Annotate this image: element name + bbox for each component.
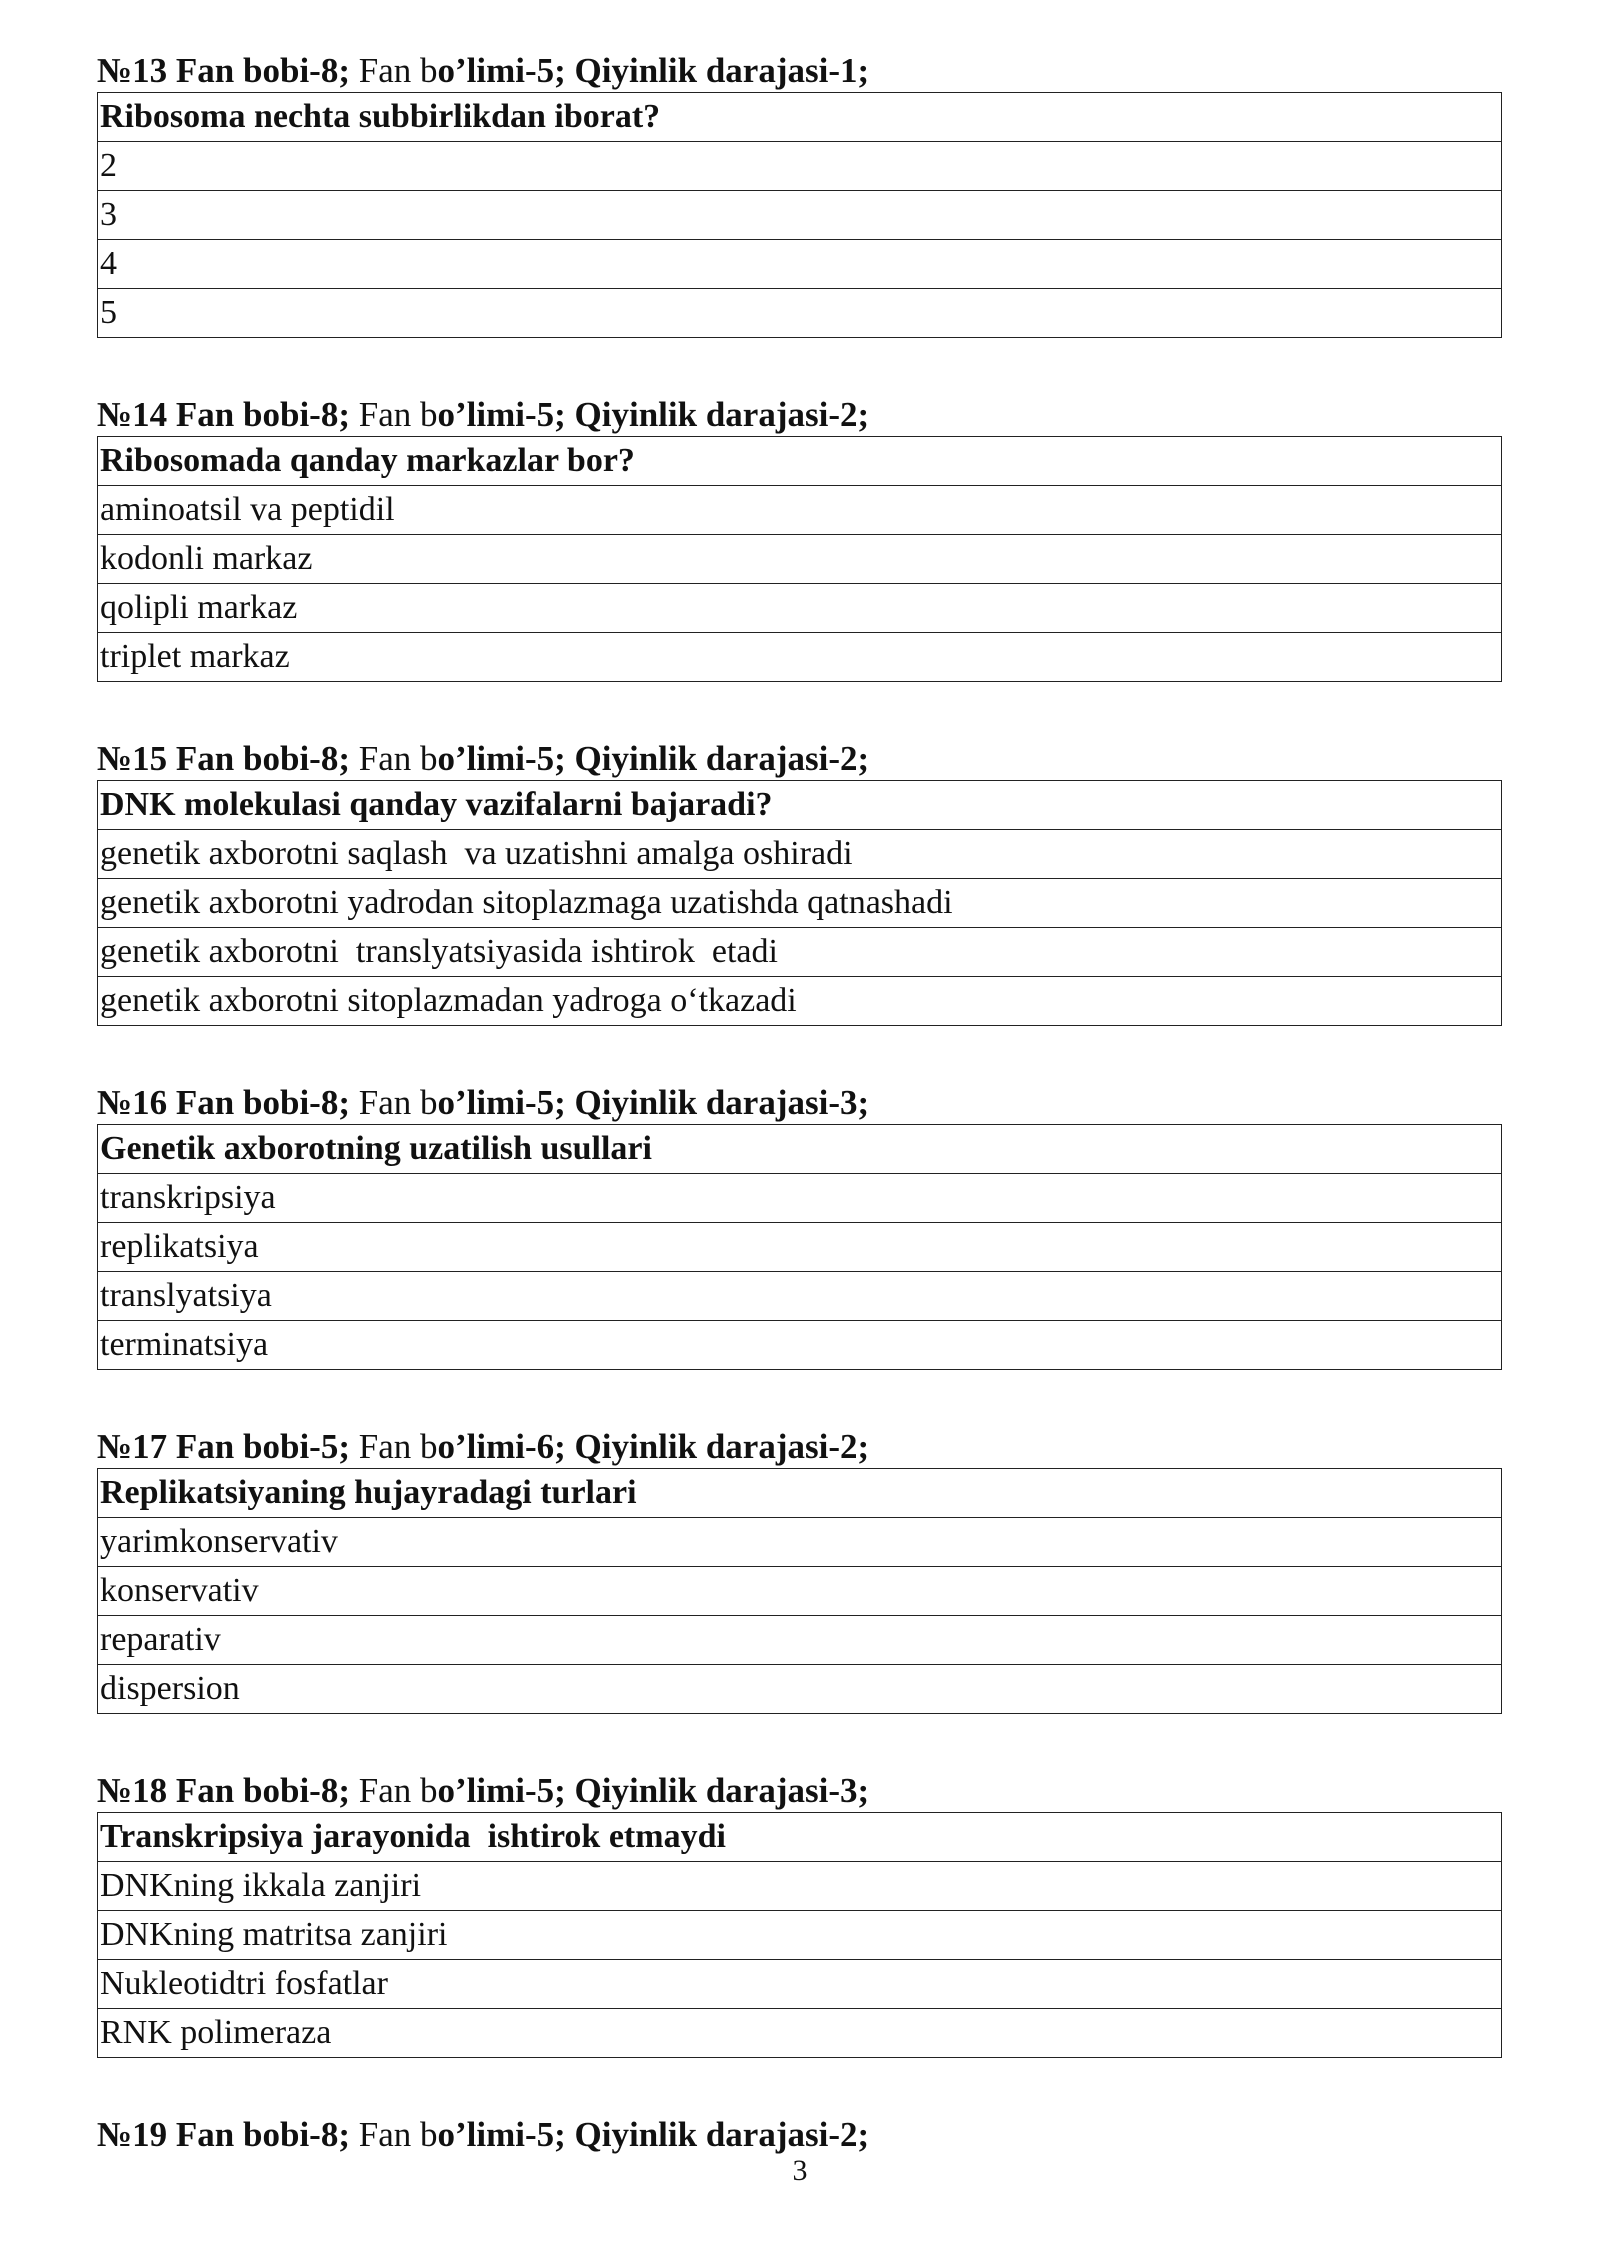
header-section-difficulty: o’limi-5; Qiyinlik darajasi-3; bbox=[437, 1083, 870, 1122]
answer-row bbox=[98, 240, 1502, 289]
header-section-prefix: Fan b bbox=[358, 395, 438, 434]
header-number-chapter: №18 Fan bobi-8; bbox=[97, 1771, 359, 1810]
answer-row bbox=[98, 1223, 1502, 1272]
answer-option: genetik axborotni translyatsiyasida ishtirok etadi bbox=[98, 928, 1502, 977]
question-row bbox=[98, 437, 1502, 486]
question-table bbox=[97, 92, 1502, 338]
question-header bbox=[97, 394, 1502, 436]
answer-option: 4 bbox=[98, 240, 1502, 289]
question-text: Transkripsiya jarayonida ishtirok etmaydi bbox=[98, 1813, 1502, 1862]
header-number-chapter: №15 Fan bobi-8; bbox=[97, 739, 359, 778]
question-table bbox=[97, 1124, 1502, 1370]
question-text: Ribosoma nechta subbirlikdan iborat? bbox=[98, 93, 1502, 142]
answer-option: Nukleotidtri fosfatlar bbox=[98, 1960, 1502, 2009]
answer-option: kodonli markaz bbox=[98, 535, 1502, 584]
question-row bbox=[98, 1469, 1502, 1518]
header-number-chapter: №14 Fan bobi-8; bbox=[97, 395, 359, 434]
question-block-18 bbox=[97, 1770, 1502, 2058]
question-table bbox=[97, 436, 1502, 682]
header-section-prefix: Fan b bbox=[358, 2115, 438, 2154]
answer-option: aminoatsil va peptidil bbox=[98, 486, 1502, 535]
question-row bbox=[98, 1125, 1502, 1174]
answer-row bbox=[98, 928, 1502, 977]
question-row bbox=[98, 1813, 1502, 1862]
answer-option: RNK polimeraza bbox=[98, 2009, 1502, 2058]
answer-row bbox=[98, 191, 1502, 240]
question-header bbox=[97, 1426, 1502, 1468]
question-block-15 bbox=[97, 738, 1502, 1026]
header-section-prefix: Fan b bbox=[358, 1427, 438, 1466]
header-section-difficulty: o’limi-5; Qiyinlik darajasi-2; bbox=[437, 739, 870, 778]
question-block-13 bbox=[97, 50, 1502, 338]
answer-row bbox=[98, 1960, 1502, 2009]
header-section-prefix: Fan b bbox=[358, 51, 438, 90]
answer-row bbox=[98, 535, 1502, 584]
header-section-difficulty: o’limi-5; Qiyinlik darajasi-2; bbox=[437, 395, 870, 434]
answer-row bbox=[98, 1174, 1502, 1223]
header-section-difficulty: o’limi-5; Qiyinlik darajasi-3; bbox=[437, 1771, 870, 1810]
question-header bbox=[97, 738, 1502, 780]
question-header bbox=[97, 50, 1502, 92]
answer-row bbox=[98, 1862, 1502, 1911]
answer-row bbox=[98, 142, 1502, 191]
answer-option: genetik axborotni yadrodan sitoplazmaga uzatishda qatnashadi bbox=[98, 879, 1502, 928]
question-table bbox=[97, 780, 1502, 1026]
answer-row bbox=[98, 584, 1502, 633]
question-header-19 bbox=[97, 2114, 1502, 2156]
answer-option: konservativ bbox=[98, 1567, 1502, 1616]
answer-row bbox=[98, 289, 1502, 338]
answer-row bbox=[98, 1665, 1502, 1714]
question-block-14 bbox=[97, 394, 1502, 682]
answer-option: 3 bbox=[98, 191, 1502, 240]
answer-row bbox=[98, 977, 1502, 1026]
question-text: DNK molekulasi qanday vazifalarni bajaradi? bbox=[98, 781, 1502, 830]
header-number-chapter: №16 Fan bobi-8; bbox=[97, 1083, 359, 1122]
question-table bbox=[97, 1468, 1502, 1714]
answer-option: yarimkonservativ bbox=[98, 1518, 1502, 1567]
header-section-difficulty: o’limi-5; Qiyinlik darajasi-2; bbox=[437, 2115, 870, 2154]
header-section-difficulty: o’limi-6; Qiyinlik darajasi-2; bbox=[437, 1427, 870, 1466]
question-row bbox=[98, 93, 1502, 142]
answer-row bbox=[98, 1616, 1502, 1665]
answer-row bbox=[98, 2009, 1502, 2058]
header-number-chapter: №19 Fan bobi-8; bbox=[97, 2115, 359, 2154]
question-text: Genetik axborotning uzatilish usullari bbox=[98, 1125, 1502, 1174]
answer-option: transkripsiya bbox=[98, 1174, 1502, 1223]
header-section-prefix: Fan b bbox=[358, 1771, 438, 1810]
question-text: Ribosomada qanday markazlar bor? bbox=[98, 437, 1502, 486]
header-number-chapter: №13 Fan bobi-8; bbox=[97, 51, 359, 90]
question-text: Replikatsiyaning hujayradagi turlari bbox=[98, 1469, 1502, 1518]
header-number-chapter: №17 Fan bobi-5; bbox=[97, 1427, 359, 1466]
answer-row bbox=[98, 1567, 1502, 1616]
answer-row bbox=[98, 879, 1502, 928]
answer-option: genetik axborotni sitoplazmadan yadroga o‘tkazadi bbox=[98, 977, 1502, 1026]
answer-option: 2 bbox=[98, 142, 1502, 191]
answer-row bbox=[98, 1321, 1502, 1370]
question-table bbox=[97, 1812, 1502, 2058]
answer-option: translyatsiya bbox=[98, 1272, 1502, 1321]
question-header bbox=[97, 1770, 1502, 1812]
question-header bbox=[97, 1082, 1502, 1124]
header-section-difficulty: o’limi-5; Qiyinlik darajasi-1; bbox=[437, 51, 870, 90]
answer-row bbox=[98, 633, 1502, 682]
answer-option: triplet markaz bbox=[98, 633, 1502, 682]
answer-option: genetik axborotni saqlash va uzatishni amalga oshiradi bbox=[98, 830, 1502, 879]
page-number: 3 bbox=[792, 2154, 808, 2187]
answer-option: DNKning matritsa zanjiri bbox=[98, 1911, 1502, 1960]
answer-row bbox=[98, 1272, 1502, 1321]
answer-option: reparativ bbox=[98, 1616, 1502, 1665]
answer-row bbox=[98, 1518, 1502, 1567]
document-page bbox=[97, 50, 1502, 2156]
header-section-prefix: Fan b bbox=[358, 739, 438, 778]
answer-row bbox=[98, 1911, 1502, 1960]
answer-row bbox=[98, 486, 1502, 535]
answer-option: DNKning ikkala zanjiri bbox=[98, 1862, 1502, 1911]
question-row bbox=[98, 781, 1502, 830]
answer-row bbox=[98, 830, 1502, 879]
answer-option: 5 bbox=[98, 289, 1502, 338]
question-block-16 bbox=[97, 1082, 1502, 1370]
header-section-prefix: Fan b bbox=[358, 1083, 438, 1122]
answer-option: replikatsiya bbox=[98, 1223, 1502, 1272]
question-block-17 bbox=[97, 1426, 1502, 1714]
answer-option: dispersion bbox=[98, 1665, 1502, 1714]
answer-option: terminatsiya bbox=[98, 1321, 1502, 1370]
answer-option: qolipli markaz bbox=[98, 584, 1502, 633]
